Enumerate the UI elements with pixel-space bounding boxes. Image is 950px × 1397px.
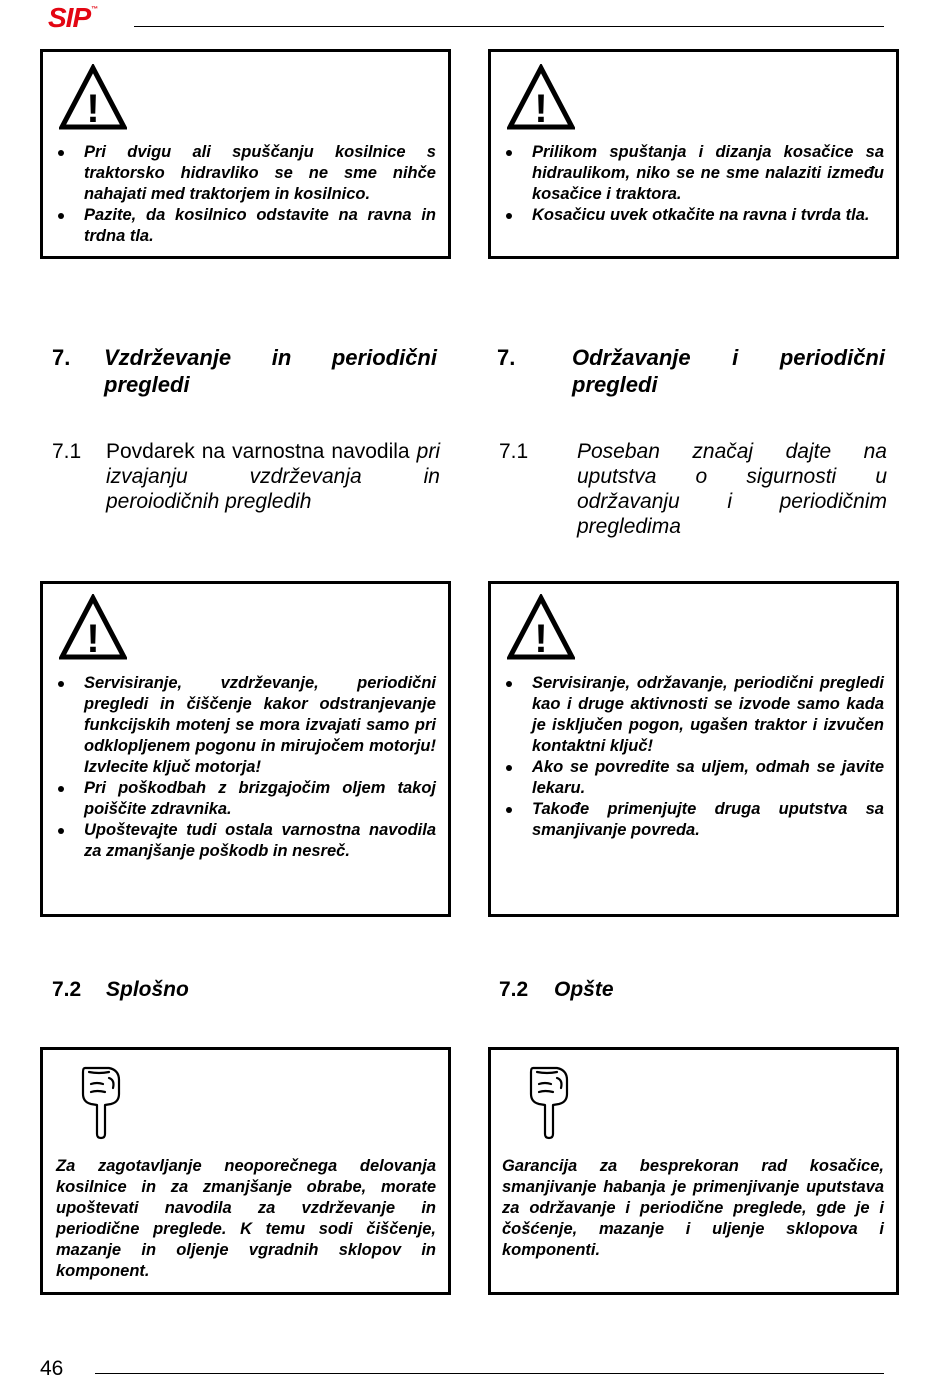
bullet-icon	[506, 807, 512, 813]
bullet-icon	[506, 681, 512, 687]
pointing-hand-icon	[527, 1064, 571, 1140]
subsection-title: Poseban značaj dajte na uputstva o sigurnosti u održavanju i periodičnim pregledima	[577, 440, 887, 538]
section-title: Održavanje i periodični pregledi	[572, 345, 885, 397]
note-box-left	[40, 1047, 451, 1295]
subsection-number: 7.2	[499, 978, 529, 1001]
subsection-title-first: Povdarek na varnostna navodila	[106, 440, 410, 463]
list-item: Ako se povredite sa uljem, odmah se javite lekaru.	[504, 757, 884, 799]
warning-box-left-mid	[40, 581, 451, 917]
subsection-title: Splošno	[106, 978, 189, 1001]
bullet-icon	[506, 213, 512, 219]
note-text-left: Za zagotavljanje neoporečnega delovanja kosilnice in za zmanjšanje obrabe, morate upoštevati navodila za vzdrževanje in periodične preglede. K temu sodi čiščenje, mazanje in oljenje vgradnih sklopov in komponent.	[56, 1157, 436, 1280]
sip-logo: SIP™	[48, 2, 98, 33]
svg-text:!: !	[86, 87, 100, 130]
bullet-icon	[506, 150, 512, 156]
section-number: 7.	[497, 345, 516, 370]
warning-box-right-top	[488, 49, 899, 259]
warning-list-right-mid	[504, 673, 884, 841]
section-heading-right	[497, 344, 885, 404]
list-item: Pazite, da kosilnico odstavite na ravna in trdna tla.	[56, 205, 436, 247]
warning-triangle-icon	[507, 594, 575, 660]
subsection-number: 7.1	[52, 440, 82, 463]
bullet-icon	[58, 681, 64, 687]
warning-list-right-top	[504, 142, 884, 226]
list-item: Servisiranje, vzdrževanje, periodični pregledi in čiščenje kakor odstranjevanje funkcijskih motenj se mora izvajati samo pri odklopljenem pogonu in mirujočem motorju! Izvlecite ključ motorja!	[56, 673, 436, 778]
subsection-heading-right-72	[499, 977, 799, 1007]
list-item: Kosačicu uvek otkačite na ravna i tvrda tla.	[504, 205, 884, 226]
header-rule	[134, 26, 884, 27]
list-item: Takođe primenjujte druga uputstva sa smanjivanje povreda.	[504, 799, 884, 841]
subsection-heading-left-72	[52, 977, 352, 1007]
bullet-icon	[58, 786, 64, 792]
warning-box-left-top	[40, 49, 451, 259]
svg-text:!: !	[534, 617, 548, 660]
svg-text:!: !	[86, 617, 100, 660]
list-item: Upoštevajte tudi ostala varnostna navodila za zmanjšanje poškodb in nesreč.	[56, 820, 436, 862]
bullet-icon	[506, 765, 512, 771]
note-text-right: Garancija za besprekoran rad kosačice, smanjivanje habanja je primenjivanje uputstava za održavanje i periodične preglede, gde je i čošćenje, mazanje i uljenje sklopova i komponenti.	[502, 1157, 884, 1259]
section-number: 7.	[52, 345, 71, 370]
footer-rule	[95, 1373, 884, 1374]
subsection-heading-right	[499, 439, 889, 549]
section-heading-left	[52, 344, 437, 404]
svg-text:!: !	[534, 87, 548, 130]
note-box-right	[488, 1047, 899, 1295]
warning-list-left-mid	[56, 673, 436, 862]
warning-list-left-top	[56, 142, 436, 247]
subsection-heading-left	[52, 439, 440, 519]
subsection-title: Opšte	[554, 978, 614, 1001]
bullet-icon	[58, 150, 64, 156]
page-number: 46	[40, 1357, 64, 1380]
warning-triangle-icon	[59, 594, 127, 660]
subsection-number: 7.1	[499, 440, 529, 463]
subsection-title-rest: pri izvajanju vzdrževanja in peroiodičnih pregledih	[106, 440, 440, 513]
list-item: Servisiranje, održavanje, periodični pregledi kao i druge aktivnosti se izvode samo kada je isključen pogon, ugašen traktor i izvučen kontaktni ključ!	[504, 673, 884, 757]
list-item: Pri poškodbah z brizgajočim oljem takoj poiščite zdravnika.	[56, 778, 436, 820]
bullet-icon	[58, 213, 64, 219]
list-item: Pri dvigu ali spuščanju kosilnice s traktorsko hidravliko se ne sme nihče nahajati med traktorjem in kosilnico.	[56, 142, 436, 205]
pointing-hand-icon	[79, 1064, 123, 1140]
subsection-title	[106, 439, 440, 514]
list-item: Prilikom spuštanja i dizanja kosačice sa hidraulikom, niko se ne sme nalaziti između kosačice i traktora.	[504, 142, 884, 205]
bullet-icon	[58, 828, 64, 834]
section-title: Vzdrževanje in periodični pregledi	[104, 345, 437, 397]
warning-triangle-icon	[507, 64, 575, 130]
warning-triangle-icon	[59, 64, 127, 130]
subsection-number: 7.2	[52, 978, 82, 1001]
warning-box-right-mid	[488, 581, 899, 917]
